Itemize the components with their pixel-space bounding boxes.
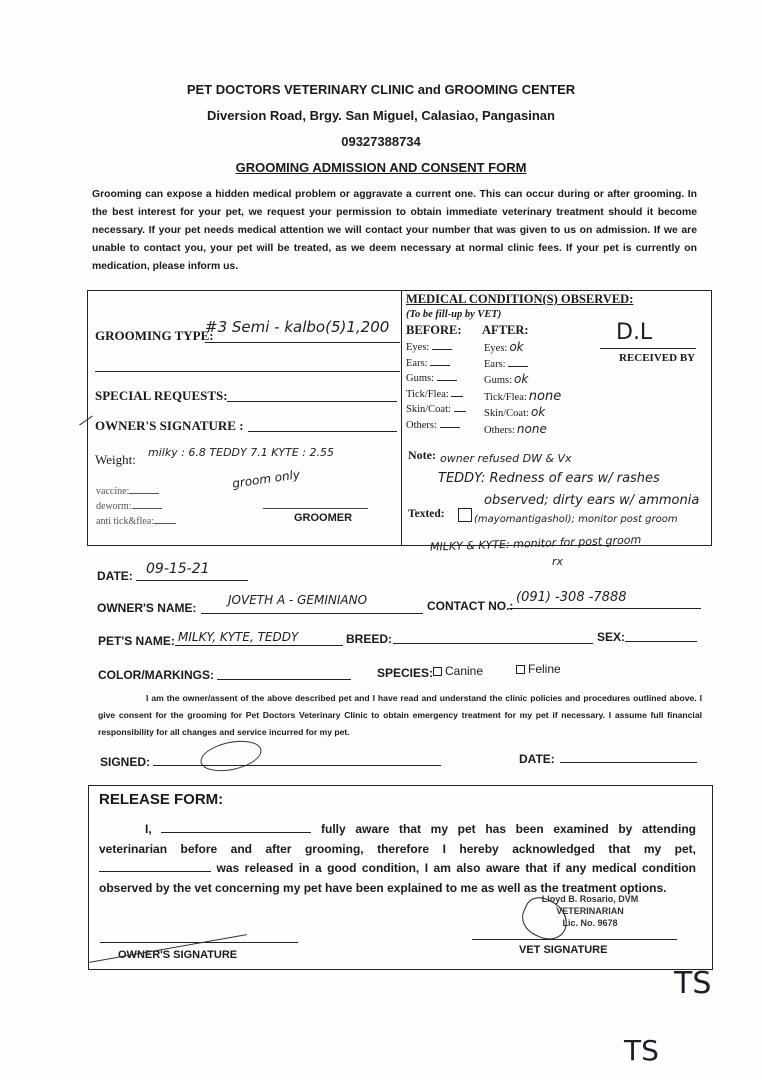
received-by-value: D.L bbox=[616, 320, 653, 345]
consent-paragraph: I am the owner/assent of the above described pet and I have read and understand the clinic policies and procedures outlined above. I give consent for the grooming for Pet Doctors Veterinary Clinic to obtain emergency treatment for my pet if necessary. I assume full financial responsibility for all changes and service incurred for my pet. bbox=[98, 693, 702, 737]
pet-name-label: PET'S NAME: bbox=[98, 634, 175, 648]
release-pet-blank[interactable] bbox=[99, 871, 211, 872]
received-by-line[interactable] bbox=[600, 348, 696, 349]
vaccine-text: vaccine: bbox=[96, 486, 130, 497]
feline-option[interactable] bbox=[516, 662, 561, 676]
after-tick: Tick/Flea: none bbox=[484, 388, 562, 404]
clinic-name: PET DOCTORS VETERINARY CLINIC and GROOMING CENTER bbox=[186, 82, 576, 97]
weight-value: milky : 6.8 TEDDY 7.1 KYTE : 2.55 bbox=[148, 446, 335, 459]
grooming-type-value: #3 Semi - kalbo(5)1,200 bbox=[205, 318, 390, 336]
date-line[interactable] bbox=[136, 580, 248, 581]
after-eyes: Eyes: ok bbox=[484, 340, 524, 354]
before-others: Others: bbox=[406, 418, 466, 434]
deworm-label bbox=[96, 501, 162, 512]
antitick-label bbox=[96, 516, 176, 527]
breed-line[interactable] bbox=[393, 643, 593, 644]
deworm-text: deworm: bbox=[96, 501, 132, 512]
clinic-address: Diversion Road, Brgy. San Miguel, Calasiao, Pangasinan bbox=[207, 108, 555, 123]
canine-checkbox[interactable] bbox=[433, 667, 442, 676]
release-paragraph bbox=[99, 820, 696, 898]
owner-signature-line[interactable] bbox=[248, 431, 397, 432]
release-text-1: I, bbox=[145, 822, 152, 836]
before-eyes: Eyes: bbox=[406, 340, 466, 356]
contact-line[interactable] bbox=[509, 608, 701, 609]
contact-value: (091) -308 -7888 bbox=[516, 590, 627, 605]
received-by-label: RECEIVED BY bbox=[619, 352, 696, 364]
signed-line[interactable] bbox=[153, 765, 441, 766]
feline-text: Feline bbox=[528, 662, 561, 676]
after-ears: Ears: bbox=[484, 357, 561, 373]
medical-title: MEDICAL CONDITION(S) OBSERVED: bbox=[406, 292, 634, 306]
note-label: Note: bbox=[408, 448, 436, 462]
before-skin: Skin/Coat: bbox=[406, 402, 466, 418]
owner-signature-scribble bbox=[198, 736, 264, 776]
sex-label: SEX: bbox=[597, 630, 626, 644]
release-name-blank[interactable] bbox=[161, 832, 311, 833]
note-value: owner refused DW & Vx bbox=[440, 452, 572, 465]
before-label: BEFORE: bbox=[406, 323, 462, 337]
signed-date-label: DATE: bbox=[519, 752, 555, 766]
teddy-note-1: TEDDY: Redness of ears w/ rashes bbox=[438, 471, 660, 486]
grooming-type-line bbox=[205, 342, 400, 343]
intro-paragraph: Grooming can expose a hidden medical problem or aggravate a current one. This can occur during or after grooming. In the best interest for your pet, we request your permission to obtain immediate veterinary treatment should it become necessary. If your pet needs medical attention we will contact your number that was given to us on admission. If we are unable to contact you, your pet will be treated, as we deem necessary at normal clinic fees. If your pet is currently on medication, please inform us. bbox=[92, 189, 697, 272]
owner-name-line[interactable] bbox=[201, 613, 423, 614]
weight-label: Weight: bbox=[95, 452, 136, 467]
stamp-title: VETERINARIAN bbox=[556, 906, 624, 916]
vaccine-label bbox=[96, 486, 159, 497]
vet-sig-line[interactable] bbox=[472, 939, 677, 940]
before-gums: Gums: bbox=[406, 371, 466, 387]
groomer-label: GROOMER bbox=[294, 512, 353, 524]
rx-note: rx bbox=[552, 555, 564, 568]
owner-signature-label: OWNER'S SIGNATURE : bbox=[95, 418, 244, 433]
after-gums: Gums: ok bbox=[484, 372, 529, 386]
contact-label: CONTACT NO.: bbox=[427, 599, 514, 613]
form-title: GROOMING ADMISSION AND CONSENT FORM bbox=[235, 160, 527, 175]
release-title: RELEASE FORM: bbox=[99, 791, 224, 808]
release-text-3: was released in a good condition, I am also aware that if any medical condition observed by the vet concerning my pet have been explained to me as well as the treatment options. bbox=[99, 861, 696, 895]
release-owner-sig-label: OWNER'S SIGNATURE bbox=[118, 949, 238, 961]
texted-label: Texted: bbox=[408, 508, 445, 520]
vet-sig-label: VET SIGNATURE bbox=[519, 944, 608, 956]
owner-name-value: JOVETH A - GEMINIANO bbox=[228, 593, 368, 607]
grooming-type-line-2 bbox=[95, 371, 400, 372]
after-others: Others: none bbox=[484, 421, 547, 436]
color-label: COLOR/MARKINGS: bbox=[98, 668, 214, 682]
feline-checkbox[interactable] bbox=[516, 665, 525, 674]
stamp-name: Lloyd B. Rosario, DVM bbox=[541, 894, 639, 904]
after-label: AFTER: bbox=[482, 323, 529, 337]
margin-initials-2: TS bbox=[624, 1034, 659, 1067]
date-label: DATE: bbox=[97, 569, 133, 583]
medical-subtitle: (To be fill-up by VET) bbox=[406, 309, 502, 320]
special-requests-line[interactable] bbox=[227, 401, 397, 402]
clinic-phone: 09327388734 bbox=[341, 134, 421, 149]
sex-line[interactable] bbox=[625, 641, 697, 642]
pet-name-value: MILKY, KYTE, TEDDY bbox=[178, 630, 299, 644]
before-ears: Ears: bbox=[406, 356, 466, 372]
groomer-line[interactable] bbox=[263, 508, 368, 509]
before-list bbox=[406, 340, 466, 433]
box-divider bbox=[401, 290, 402, 546]
signed-label: SIGNED: bbox=[100, 755, 151, 769]
grooming-type-label: GROOMING TYPE: bbox=[95, 328, 214, 343]
owner-name-label: OWNER'S NAME: bbox=[97, 601, 197, 615]
teddy-note-3: (mayomantigashol); monitor post groom bbox=[474, 514, 678, 525]
milky-note: MILKY & KYTE: monitor for post groom bbox=[429, 533, 642, 554]
weight-note: groom only bbox=[231, 467, 301, 491]
texted-checkbox[interactable] bbox=[458, 508, 472, 522]
release-text-2: fully aware that my pet has been examined by attending veterinarian before and after grooming, therefore I hereby acknowledged that my pet, bbox=[99, 822, 696, 856]
signed-date-line[interactable] bbox=[560, 762, 697, 763]
canine-text: Canine bbox=[445, 664, 484, 678]
special-requests-label: SPECIAL REQUESTS: bbox=[95, 388, 228, 403]
date-value: 09-15-21 bbox=[146, 561, 210, 577]
before-tick: Tick/Flea: bbox=[406, 387, 466, 403]
after-list bbox=[484, 340, 561, 438]
canine-option[interactable] bbox=[433, 664, 483, 678]
margin-initials-1: TS bbox=[674, 966, 712, 1001]
species-label: SPECIES: bbox=[377, 666, 434, 680]
antitick-text: anti tick&flea: bbox=[96, 516, 155, 527]
pet-name-line[interactable] bbox=[175, 645, 343, 646]
breed-label: BREED: bbox=[346, 632, 393, 646]
color-line[interactable] bbox=[217, 679, 351, 680]
teddy-note-2: observed; dirty ears w/ ammonia bbox=[484, 493, 700, 508]
stamp-license: Lic. No. 9678 bbox=[562, 918, 618, 928]
after-skin: Skin/Coat: ok bbox=[484, 405, 546, 419]
